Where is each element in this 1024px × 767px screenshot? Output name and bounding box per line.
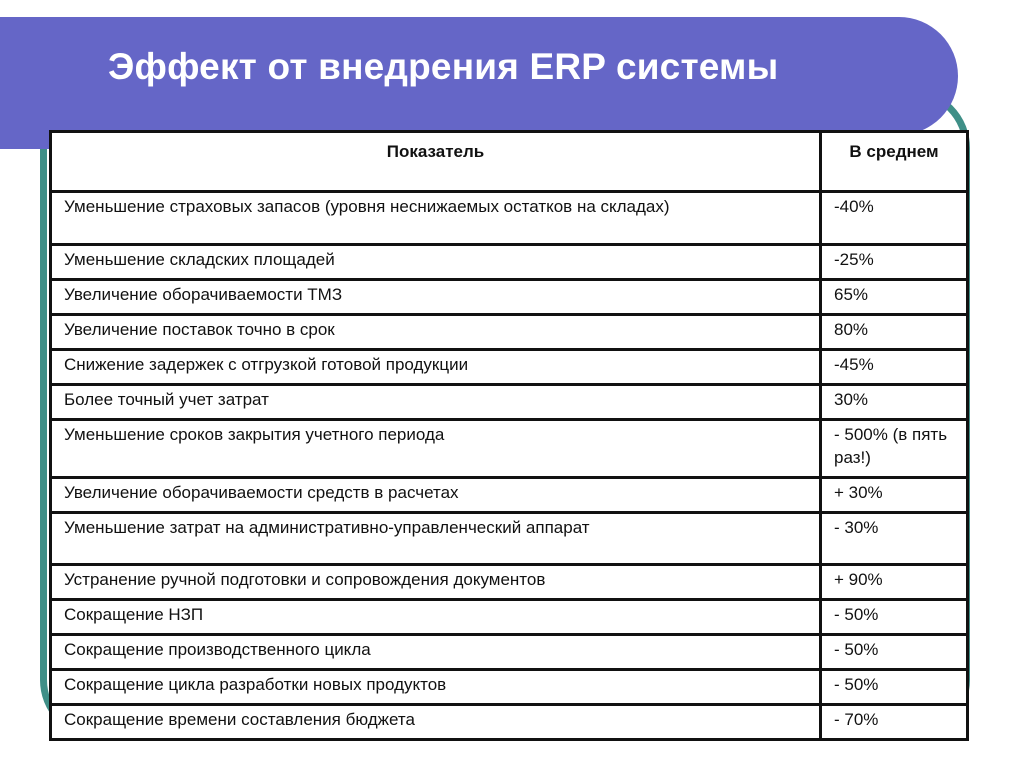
average-cell: - 500% (в пять раз!) — [821, 420, 968, 478]
table-row — [51, 420, 968, 478]
average-cell: -40% — [821, 192, 968, 245]
average-cell: - 30% — [821, 513, 968, 565]
average-cell: - 50% — [821, 600, 968, 635]
average-cell: + 30% — [821, 478, 968, 513]
table-row — [51, 635, 968, 670]
metric-cell: Уменьшение сроков закрытия учетного периода — [51, 420, 821, 478]
table-row — [51, 315, 968, 350]
effects-table — [49, 130, 969, 741]
metric-cell: Уменьшение затрат на административно-управленческий аппарат — [51, 513, 821, 565]
table-row — [51, 280, 968, 315]
table-row — [51, 478, 968, 513]
slide-title: Эффект от внедрения ERP системы — [108, 46, 779, 87]
average-cell: - 70% — [821, 705, 968, 740]
header-metric: Показатель — [51, 132, 821, 192]
average-cell: - 50% — [821, 635, 968, 670]
table-header-row — [51, 132, 968, 192]
metric-cell: Устранение ручной подготовки и сопровождения документов — [51, 565, 821, 600]
average-cell: -45% — [821, 350, 968, 385]
table-row — [51, 705, 968, 740]
metric-cell: Более точный учет затрат — [51, 385, 821, 420]
table-row — [51, 600, 968, 635]
average-cell: -25% — [821, 245, 968, 280]
metric-cell: Снижение задержек с отгрузкой готовой продукции — [51, 350, 821, 385]
average-cell: + 90% — [821, 565, 968, 600]
metric-cell: Увеличение оборачиваемости ТМЗ — [51, 280, 821, 315]
metric-cell: Увеличение оборачиваемости средств в расчетах — [51, 478, 821, 513]
metric-cell: Увеличение поставок точно в срок — [51, 315, 821, 350]
average-cell: 30% — [821, 385, 968, 420]
average-cell: 80% — [821, 315, 968, 350]
table-row — [51, 670, 968, 705]
header-average: В среднем — [821, 132, 968, 192]
table-row — [51, 192, 968, 245]
average-cell: - 50% — [821, 670, 968, 705]
metric-cell: Сокращение цикла разработки новых продуктов — [51, 670, 821, 705]
metric-cell: Сокращение времени составления бюджета — [51, 705, 821, 740]
metric-cell: Уменьшение страховых запасов (уровня неснижаемых остатков на складах) — [51, 192, 821, 245]
average-cell: 65% — [821, 280, 968, 315]
metric-cell: Сокращение производственного цикла — [51, 635, 821, 670]
table-row — [51, 245, 968, 280]
table-row — [51, 565, 968, 600]
table-row — [51, 350, 968, 385]
metric-cell: Уменьшение складских площадей — [51, 245, 821, 280]
metric-cell: Сокращение НЗП — [51, 600, 821, 635]
table-row — [51, 513, 968, 565]
table-row — [51, 385, 968, 420]
